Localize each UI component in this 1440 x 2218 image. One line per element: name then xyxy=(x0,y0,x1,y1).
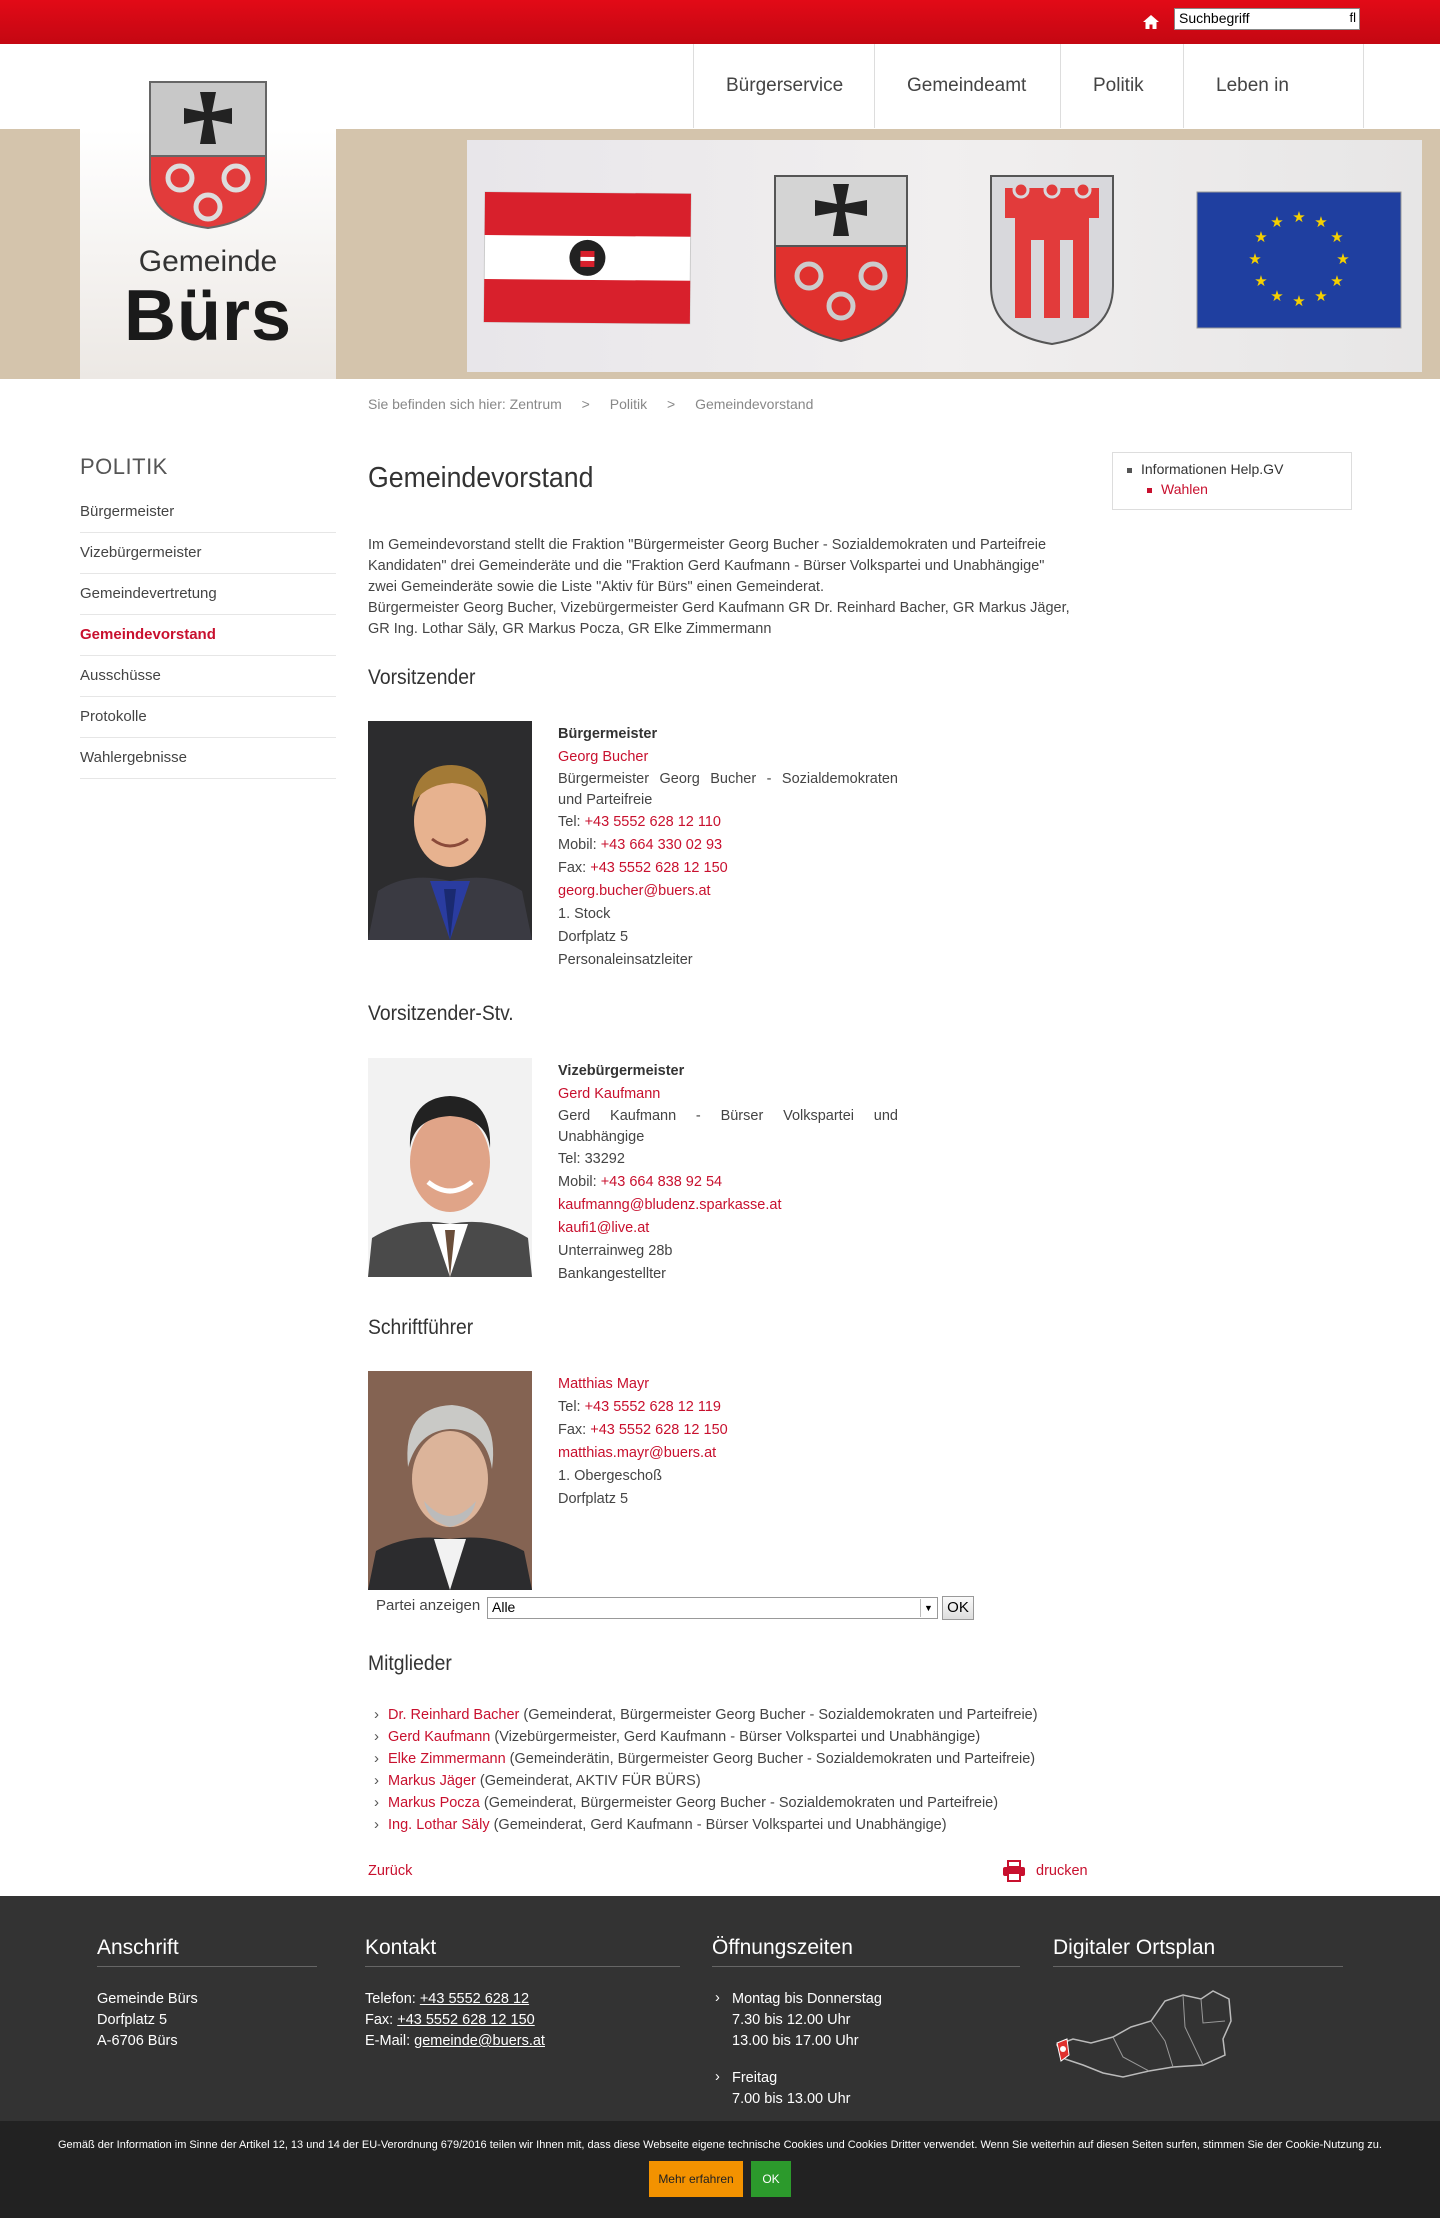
filter-label: Partei anzeigen xyxy=(376,1597,481,1614)
sidebar-menu xyxy=(80,492,336,779)
member-desc: (Gemeinderätin, Bürgermeister Georg Bucher - Sozialdemokraten und Parteifreie) xyxy=(505,1751,1036,1767)
breadcrumb-separator: > xyxy=(581,396,590,412)
section-vorsitzender-stv: Vorsitzender-Stv. xyxy=(368,1002,514,1025)
nav-leben-in-buers[interactable]: Leben in xyxy=(1184,44,1364,128)
intro-line: Bürgermeister Georg Bucher, Vizebürgermeister Gerd Kaufmann GR Dr. Reinhard Bacher, GR Markus Jäger, xyxy=(368,600,1070,616)
search-placeholder: Suchbegriff xyxy=(1179,10,1250,26)
cookie-ok-button[interactable]: OK xyxy=(751,2161,791,2197)
logo-text-gemeinde: Gemeinde xyxy=(138,245,278,278)
svg-text:★: ★ xyxy=(1292,208,1306,226)
info-box xyxy=(1112,452,1352,510)
members-list xyxy=(374,1704,1038,1836)
member-link[interactable]: Dr. Reinhard Bacher xyxy=(388,1707,520,1723)
cookie-more-button[interactable]: Mehr erfahren xyxy=(649,2161,743,2197)
email-link[interactable]: georg.bucher@buers.at xyxy=(558,883,711,899)
sidebar-item-gemeindevorstand[interactable]: Gemeindevorstand xyxy=(80,615,336,656)
person-job: Bankangestellter xyxy=(558,1266,667,1282)
tel-label: Tel: xyxy=(558,1399,585,1415)
section-mitglieder: Mitglieder xyxy=(368,1652,452,1675)
hours-day: › Montag bis Donnerstag xyxy=(732,1991,882,2007)
svg-text:★: ★ xyxy=(1292,292,1306,310)
nav-gemeindeamt[interactable]: Gemeindeamt xyxy=(875,44,1061,128)
intro-line: zwei Gemeinderäte sowie die Liste "Aktiv für Bürs" einen Gemeinderat. xyxy=(368,579,824,595)
page-title: Gemeindevorstand xyxy=(368,462,594,494)
footer-anschrift xyxy=(97,1936,317,2052)
coat-of-arms-logo[interactable] xyxy=(148,80,268,230)
person-name-link[interactable]: Matthias Mayr xyxy=(558,1376,650,1392)
member-link[interactable]: Markus Pocza xyxy=(388,1795,480,1811)
cookie-banner xyxy=(0,2121,1440,2218)
breadcrumb-separator: > xyxy=(666,396,676,412)
fax-link[interactable]: +43 5552 628 12 150 xyxy=(590,860,728,876)
member-desc: (Gemeinderat, Bürgermeister Georg Bucher - Sozialdemokraten und Parteifreie) xyxy=(479,1795,999,1811)
intro-line: Kandidaten" drei Gemeinderäte und die "Fraktion Gerd Kaufmann - Bürser Volkspartei und Unabhängige" xyxy=(368,558,1045,574)
list-item xyxy=(374,1814,1038,1836)
svg-text:★: ★ xyxy=(1248,250,1262,268)
footer-text: Gemeinde Bürs xyxy=(97,1991,198,2007)
mobil-link[interactable]: +43 664 838 92 54 xyxy=(600,1174,723,1190)
search-button[interactable]: fl xyxy=(1349,10,1356,25)
breadcrumb-current: Gemeindevorstand xyxy=(695,396,814,412)
person-tel: Tel: 33292 xyxy=(558,1151,625,1167)
footer-heading: Anschrift xyxy=(97,1936,317,1967)
member-desc: (Gemeinderat, Gerd Kaufmann - Bürser Volkspartei und Unabhängige) xyxy=(489,1817,947,1833)
austria-map[interactable] xyxy=(1053,1981,1243,2091)
bullet-icon xyxy=(1147,488,1152,493)
list-item xyxy=(374,1792,1038,1814)
footer-email-link[interactable]: gemeinde@buers.at xyxy=(414,2033,545,2049)
member-desc: (Gemeinderat, AKTIV FÜR BÜRS) xyxy=(475,1773,701,1789)
footer-label: E-Mail: xyxy=(365,2033,415,2049)
print-button[interactable] xyxy=(1002,1860,1088,1882)
person-card-gerd-kaufmann xyxy=(558,1060,898,1286)
person-card-georg-bucher xyxy=(558,723,898,972)
flags-photo xyxy=(467,140,1422,372)
partei-select[interactable] xyxy=(487,1597,938,1619)
member-desc: (Vizebürgermeister, Gerd Kaufmann - Bürser Volkspartei und Unabhängige) xyxy=(490,1729,981,1745)
person-job: Personaleinsatzleiter xyxy=(558,952,693,968)
breadcrumb-zentrum[interactable]: Sie befinden sich hier: Zentrum xyxy=(368,396,562,412)
person-address: Dorfplatz 5 xyxy=(558,929,629,945)
cookie-text: Gemäß der Information im Sinne der Artikel 12, 13 und 14 der EU-Verordnung 679/2016 teilen wir Ihnen mit, dass diese Webseite eigene technische Cookies und Cookies Dritter verwendet. Wenn Sie weiterhin auf diesen Seiten surfen, stimmen Sie der Cookie-Nutzung zu. xyxy=(58,2139,1382,2151)
flags-illustration xyxy=(467,140,1422,372)
tel-label: Tel: xyxy=(558,814,585,830)
email-link[interactable]: matthias.mayr@buers.at xyxy=(558,1445,717,1461)
filter-ok-button[interactable]: OK xyxy=(942,1596,974,1620)
footer-text: A-6706 Bürs xyxy=(97,2033,178,2049)
email-link[interactable]: kaufi1@live.at xyxy=(558,1220,650,1236)
partei-selected-value: Alle xyxy=(492,1599,516,1615)
mobil-label: Mobil: xyxy=(558,837,601,853)
sidebar-item-gemeindevertretung[interactable]: Gemeindevertretung xyxy=(80,574,336,615)
person-address: Unterrainweg 28b xyxy=(558,1243,673,1259)
breadcrumb-politik[interactable]: Politik xyxy=(609,396,648,412)
logo-text-buers: Bürs xyxy=(123,276,293,356)
sidebar-item-vizebuergermeister[interactable]: Vizebürgermeister xyxy=(80,533,336,574)
person-address: Dorfplatz 5 xyxy=(558,1491,629,1507)
breadcrumb xyxy=(368,396,829,412)
hours-time: 13.00 bis 17.00 Uhr xyxy=(732,2033,859,2049)
chevron-down-icon[interactable]: ▼ xyxy=(920,1599,936,1617)
footer-heading: Kontakt xyxy=(365,1936,680,1967)
home-icon[interactable] xyxy=(1142,13,1160,31)
hours-item xyxy=(712,2068,1020,2110)
sidebar-item-wahlergebnisse[interactable]: Wahlergebnisse xyxy=(80,738,336,779)
printer-icon xyxy=(1002,1860,1026,1882)
footer-oeffnungszeiten xyxy=(712,1936,1020,2110)
list-item xyxy=(374,1748,1038,1770)
intro-line: GR Ing. Lothar Säly, GR Markus Pocza, GR Elke Zimmermann xyxy=(368,621,772,637)
intro-text xyxy=(368,535,1088,640)
hours-day: › Freitag xyxy=(732,2070,778,2086)
nav-politik[interactable]: Politik xyxy=(1061,44,1184,128)
member-link[interactable]: Elke Zimmermann xyxy=(388,1751,506,1767)
fax-label: Fax: xyxy=(558,1422,591,1438)
email-link[interactable]: kaufmanng@bludenz.sparkasse.at xyxy=(558,1197,782,1213)
list-item xyxy=(374,1770,1038,1792)
intro-line: Im Gemeindevorstand stellt die Fraktion "Bürgermeister Georg Bucher - Sozialdemokraten und Parteifreie xyxy=(368,537,1047,553)
photo-gerd-kaufmann xyxy=(368,1058,532,1277)
fax-label: Fax: xyxy=(558,860,591,876)
photo-georg-bucher xyxy=(368,721,532,940)
info-helpgv-link[interactable]: Informationen Help.GV xyxy=(1141,461,1284,477)
sidebar-item-ausschuesse[interactable]: Ausschüsse xyxy=(80,656,336,697)
mobil-label: Mobil: xyxy=(558,1174,601,1190)
person-name-link[interactable]: Gerd Kaufmann xyxy=(558,1086,661,1102)
search-input[interactable] xyxy=(1174,8,1360,30)
section-schriftfuehrer: Schriftführer xyxy=(368,1316,474,1339)
person-party: Gerd Kaufmann - Bürser Volkspartei und Unabhängige xyxy=(558,1108,898,1145)
bullet-icon xyxy=(1127,468,1132,473)
footer-ortsplan xyxy=(1053,1936,1343,2095)
svg-text:★: ★ xyxy=(1270,213,1284,231)
footer-kontakt xyxy=(365,1936,680,2052)
person-role: Bürgermeister xyxy=(558,726,658,742)
footer-heading: Digitaler Ortsplan xyxy=(1053,1936,1343,1967)
person-floor: 1. Stock xyxy=(558,906,611,922)
person-party: Bürgermeister Georg Bucher - Sozialdemokraten und Parteifreie xyxy=(558,771,898,808)
svg-text:★: ★ xyxy=(1330,272,1344,290)
sidebar-item-buergermeister[interactable]: Bürgermeister xyxy=(80,492,336,533)
member-link[interactable]: Markus Jäger xyxy=(388,1773,476,1789)
list-item xyxy=(374,1726,1038,1748)
nav-buergerservice[interactable]: Bürgerservice xyxy=(694,44,875,128)
fax-link[interactable]: +43 5552 628 12 150 xyxy=(590,1422,728,1438)
tel-link[interactable]: +43 5552 628 12 110 xyxy=(584,814,721,830)
member-link[interactable]: Ing. Lothar Säly xyxy=(388,1817,490,1833)
tel-link[interactable]: +43 5552 628 12 119 xyxy=(584,1399,721,1415)
footer-fax-link[interactable]: +43 5552 628 12 150 xyxy=(397,2012,535,2028)
sidebar-item-protokolle[interactable]: Protokolle xyxy=(80,697,336,738)
photo-matthias-mayr xyxy=(368,1371,532,1590)
svg-text:★: ★ xyxy=(1330,228,1344,246)
footer-tel-link[interactable]: +43 5552 628 12 xyxy=(419,1991,530,2007)
person-name-link[interactable]: Georg Bucher xyxy=(558,749,649,765)
svg-text:★: ★ xyxy=(1254,272,1268,290)
member-link[interactable]: Gerd Kaufmann xyxy=(388,1729,491,1745)
mobil-link[interactable]: +43 664 330 02 93 xyxy=(600,837,723,853)
hours-time: 7.00 bis 13.00 Uhr xyxy=(732,2091,851,2107)
svg-text:★: ★ xyxy=(1254,228,1268,246)
footer-label: Fax: xyxy=(365,2012,398,2028)
person-card-matthias-mayr xyxy=(558,1373,898,1511)
person-role: Vizebürgermeister xyxy=(558,1063,685,1079)
print-label: drucken xyxy=(1036,1863,1088,1879)
info-wahlen-link[interactable]: Wahlen xyxy=(1161,481,1208,497)
sidebar-title: POLITIK xyxy=(80,454,168,479)
svg-text:★: ★ xyxy=(1314,213,1328,231)
top-bar xyxy=(0,0,1440,44)
section-vorsitzender: Vorsitzender xyxy=(368,666,476,689)
list-item xyxy=(374,1704,1038,1726)
footer-label: Telefon: xyxy=(365,1991,420,2007)
person-floor: 1. Obergeschoß xyxy=(558,1468,662,1484)
member-desc: (Gemeinderat, Bürgermeister Georg Bucher - Sozialdemokraten und Parteifreie) xyxy=(519,1707,1038,1723)
footer-heading: Öffnungszeiten xyxy=(712,1936,1020,1967)
back-link[interactable]: Zurück xyxy=(368,1863,413,1879)
svg-text:★: ★ xyxy=(1336,250,1350,268)
hours-time: 7.30 bis 12.00 Uhr xyxy=(732,2012,851,2028)
svg-text:★: ★ xyxy=(1314,287,1328,305)
hours-item xyxy=(712,1989,1020,2052)
svg-text:★: ★ xyxy=(1270,287,1284,305)
main-nav xyxy=(693,44,1364,128)
footer-text: Dorfplatz 5 xyxy=(97,2012,168,2028)
